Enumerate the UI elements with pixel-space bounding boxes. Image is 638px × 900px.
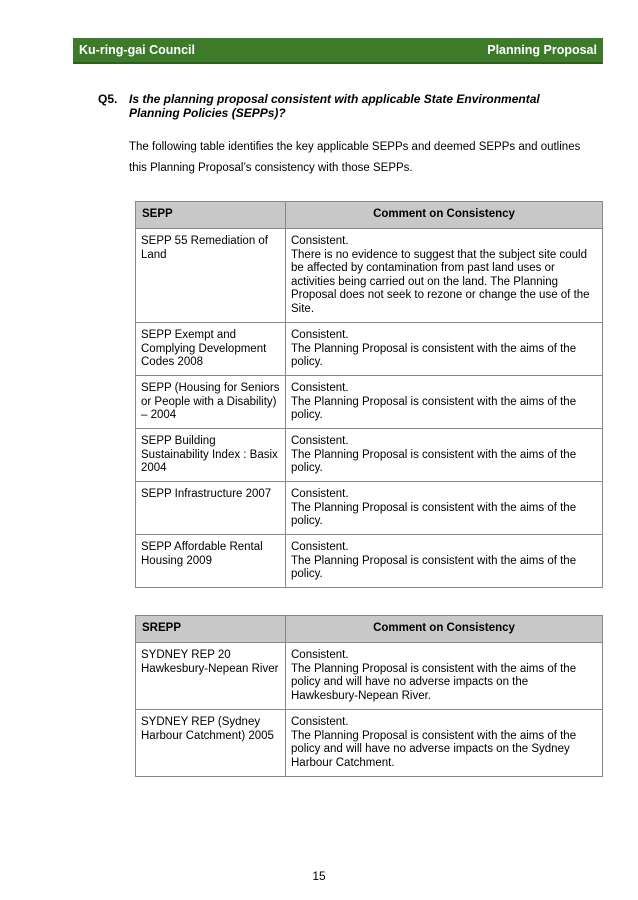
consistency-comment: Consistent. There is no evidence to suggest that the subject site could be affected by contamination from past land uses or activities being carried out on the land. The Planning Proposal does not seek to rezone or change the use of the Site. [286, 229, 603, 323]
policy-name: SEPP Exempt and Complying Development Codes 2008 [136, 323, 286, 376]
consistency-comment: Consistent. The Planning Proposal is consistent with the aims of the policy and will have no adverse impacts on the Hawkesbury-Nepean River. [286, 643, 603, 710]
page-number: 15 [312, 869, 326, 883]
policy-name: SEPP Affordable Rental Housing 2009 [136, 535, 286, 588]
consistency-comment: Consistent. The Planning Proposal is consistent with the aims of the policy. [286, 429, 603, 482]
question-heading [98, 92, 578, 120]
table-row [136, 535, 603, 588]
table-row [136, 482, 603, 535]
policy-name: SEPP Building Sustainability Index : Basix 2004 [136, 429, 286, 482]
table-row [136, 710, 603, 777]
policy-name: SEPP 55 Remediation of Land [136, 229, 286, 323]
table-header-row [136, 616, 603, 643]
table-row [136, 643, 603, 710]
srepp-table [135, 615, 603, 777]
policy-name: SYDNEY REP (Sydney Harbour Catchment) 2005 [136, 710, 286, 777]
policy-name: SEPP Infrastructure 2007 [136, 482, 286, 535]
table-header-row [136, 202, 603, 229]
policy-name: SYDNEY REP 20 Hawkesbury-Nepean River [136, 643, 286, 710]
page-header [73, 38, 603, 64]
column-header: SREPP [136, 616, 286, 643]
consistency-comment: Consistent. The Planning Proposal is consistent with the aims of the policy and will have no adverse impacts on the Sydney Harbour Catchment. [286, 710, 603, 777]
question-number: Q5. [98, 92, 118, 106]
council-name: Ku-ring-gai Council [79, 43, 195, 57]
column-header: Comment on Consistency [286, 202, 603, 229]
intro-paragraph: The following table identifies the key applicable SEPPs and deemed SEPPs and outlines this Planning Proposal’s consistency with those SEPPs. [129, 141, 581, 174]
consistency-comment: Consistent. The Planning Proposal is consistent with the aims of the policy. [286, 482, 603, 535]
column-header: Comment on Consistency [286, 616, 603, 643]
question-text: Is the planning proposal consistent with applicable State Environmental Planning Policies (SEPPs)? [129, 92, 540, 120]
consistency-comment: Consistent. The Planning Proposal is consistent with the aims of the policy. [286, 535, 603, 588]
column-header: SEPP [136, 202, 286, 229]
document-type: Planning Proposal [487, 43, 597, 57]
consistency-comment: Consistent. The Planning Proposal is consistent with the aims of the policy. [286, 323, 603, 376]
table-row [136, 323, 603, 376]
table-row [136, 429, 603, 482]
table-row [136, 376, 603, 429]
consistency-comment: Consistent. The Planning Proposal is consistent with the aims of the policy. [286, 376, 603, 429]
table-row [136, 229, 603, 323]
policy-name: SEPP (Housing for Seniors or People with a Disability) – 2004 [136, 376, 286, 429]
sepp-table [135, 201, 603, 588]
